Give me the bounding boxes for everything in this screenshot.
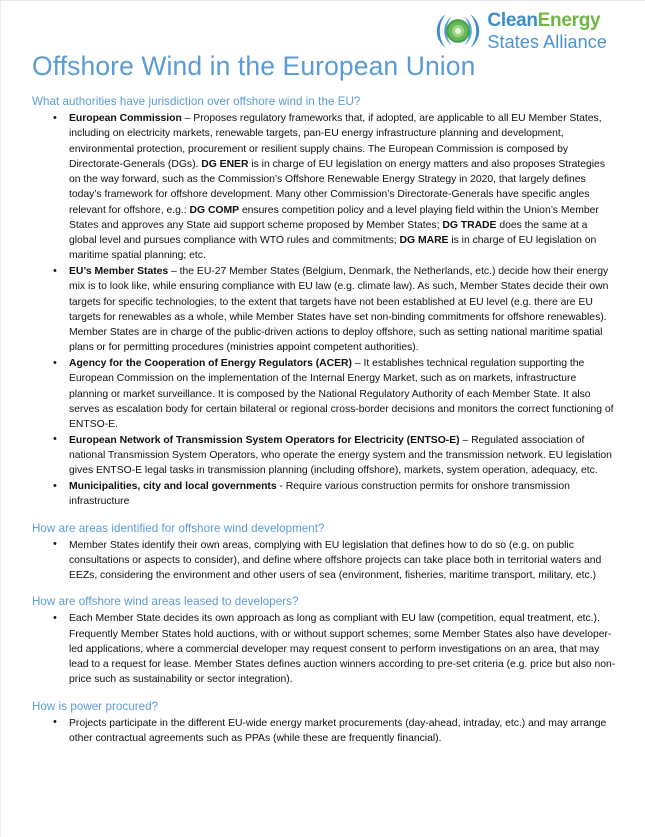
list-item <box>32 538 616 584</box>
emphasis-term: DG COMP <box>189 204 240 216</box>
list-item-text: It establishes technical regulation supporting the European Commission on the implementation of the Internal Energy Market, such as on markets, infrastructure planning or market surveillance. It is composed by the National Regulatory Authority of each Member State. It also serves as escalation body for certain bilateral or regional cross-border decisions and monitors the correct functioning of ENTSO-E. <box>69 358 614 430</box>
page-title: Offshore Wind in the European Union <box>32 51 476 81</box>
list-item-text: ensures competition policy and a level playing field within the Union’s Member States and approves any State aid support scheme proposed by Member States; <box>69 204 599 231</box>
bullet-list <box>32 111 616 510</box>
bullet-list <box>32 538 616 584</box>
list-item-lead: European Network of Transmission System Operators for Electricity (ENTSO-E) <box>69 434 460 446</box>
list-item-dash: – <box>459 434 472 446</box>
list-item-text: is in charge of EU legislation on energy matters and also proposes Strategies on the way forward, such as the Commission’s Offshore Renewable Energy Strategy in 2020, that largely defines today’s framework for offshore development. Many other Commission’s Directorate-Generals have specific angles relevant for offshore, e.g.: <box>69 158 605 216</box>
list-item-dash: – <box>168 266 180 277</box>
emphasis-term: DG TRADE <box>442 219 497 231</box>
document-body <box>32 95 616 747</box>
emphasis-term: DG MARE <box>399 235 449 246</box>
list-item-dash: - <box>276 481 286 492</box>
list-item <box>32 111 616 264</box>
logo-word-clean: Clean <box>487 10 538 31</box>
logo-line-one <box>487 11 607 30</box>
document-section <box>32 522 616 584</box>
list-item-lead: Agency for the Cooperation of Energy Regulators (ACER) <box>69 358 352 369</box>
document-section <box>32 95 616 510</box>
list-item <box>32 356 616 432</box>
list-item <box>32 716 616 747</box>
section-heading: How are areas identified for offshore wind development? <box>32 521 325 535</box>
section-heading: How are offshore wind areas leased to developers? <box>32 595 299 609</box>
bullet-list <box>32 716 616 747</box>
clean-energy-states-alliance-emblem-icon <box>436 9 480 53</box>
list-item-text: Projects participate in the different EU-wide energy market procurements (day-ahead, intraday, etc.) and may arrange other contractual agreements such as PPAs (while these are frequently financial). <box>69 717 607 744</box>
list-item-lead: Municipalities, city and local governments <box>69 481 277 492</box>
list-item <box>32 479 616 510</box>
list-item-text: is in charge of EU legislation on maritime spatial planning; etc. <box>69 235 597 262</box>
list-item-text: Regulated association of national Transmission System Operators, who operate the energy system and the transmission network. EU legislation gives ENTSO-E legal tasks in transmission planning (including offshore), markets, system operation, adequacy, etc. <box>69 434 612 477</box>
list-item-text: Member States identify their own areas, complying with EU legislation that defines how to do so (e.g. on public consultations or aspects to consider), and define where offshore projects can take place both in territorial waters and EEZs, considering the environment and other users of sea (environment, fisheries, maritime transport, military, etc.) <box>69 539 602 581</box>
list-item <box>32 264 616 356</box>
section-heading: What authorities have jurisdiction over offshore wind in the EU? <box>32 95 361 108</box>
emphasis-term: DG ENER <box>201 158 249 170</box>
list-item-text: Proposes regulatory frameworks that, if adopted, are applicable to all EU Member States, including on electricity markets, renewable targets, pan-EU energy infrastructure planning and development, environmental protection, procurement or resilient supply chains. The European Commission is composed by Directorate-Generals (DGs). <box>69 113 602 170</box>
document-section <box>32 700 616 747</box>
list-item-lead: EU’s Member States <box>69 266 169 277</box>
section-heading: How is power procured? <box>32 699 159 713</box>
list-item-text: Require various construction permits for onshore transmission infrastructure <box>69 481 570 508</box>
list-item-lead: European Commission <box>69 113 182 124</box>
bullet-list <box>32 611 616 687</box>
list-item <box>32 433 616 479</box>
document-section <box>32 595 616 687</box>
list-item-dash: – <box>181 113 194 124</box>
list-item-text: does the same at a global level and pursues compliance with WTO rules and commitments; <box>69 219 588 246</box>
logo-wordmark <box>487 11 607 51</box>
list-item-text: Each Member State decides its own approach as long as compliant with EU law (competition, equal treatment, etc.). Frequently Member States hold auctions, with or without support schemes; some Member States also have developer-led applications, where a commercial developer may request consent to perform investigations on an area, that may lead to a request for lease. Member States defines auction winners according to pre-set criteria (e.g. price but also non-price such as sustainability or sector integration). <box>69 613 616 686</box>
logo-word-energy: Energy <box>537 10 601 31</box>
list-item <box>32 611 616 687</box>
list-item-dash: – <box>351 358 364 369</box>
list-item-text: the EU-27 Member States (Belgium, Denmark, the Netherlands, etc.) decide how their energy mix is to look like, while ensuring compliance with EU law (e.g. climate law). As such, Member States decide their own targets for specific technologies, to the extent that targets have not been established at EU level (e.g. there are EU targets for renewables as a whole, while Member States have set non-binding commitments for offshore renewables). Member States are in charge of the public-driven actions to deploy offshore, such as setting national maritime spatial plans or for permitting procedures (ministries appoint competent authorities). <box>69 266 609 354</box>
organization-logo <box>436 9 607 53</box>
logo-line-two: States Alliance <box>487 32 607 52</box>
